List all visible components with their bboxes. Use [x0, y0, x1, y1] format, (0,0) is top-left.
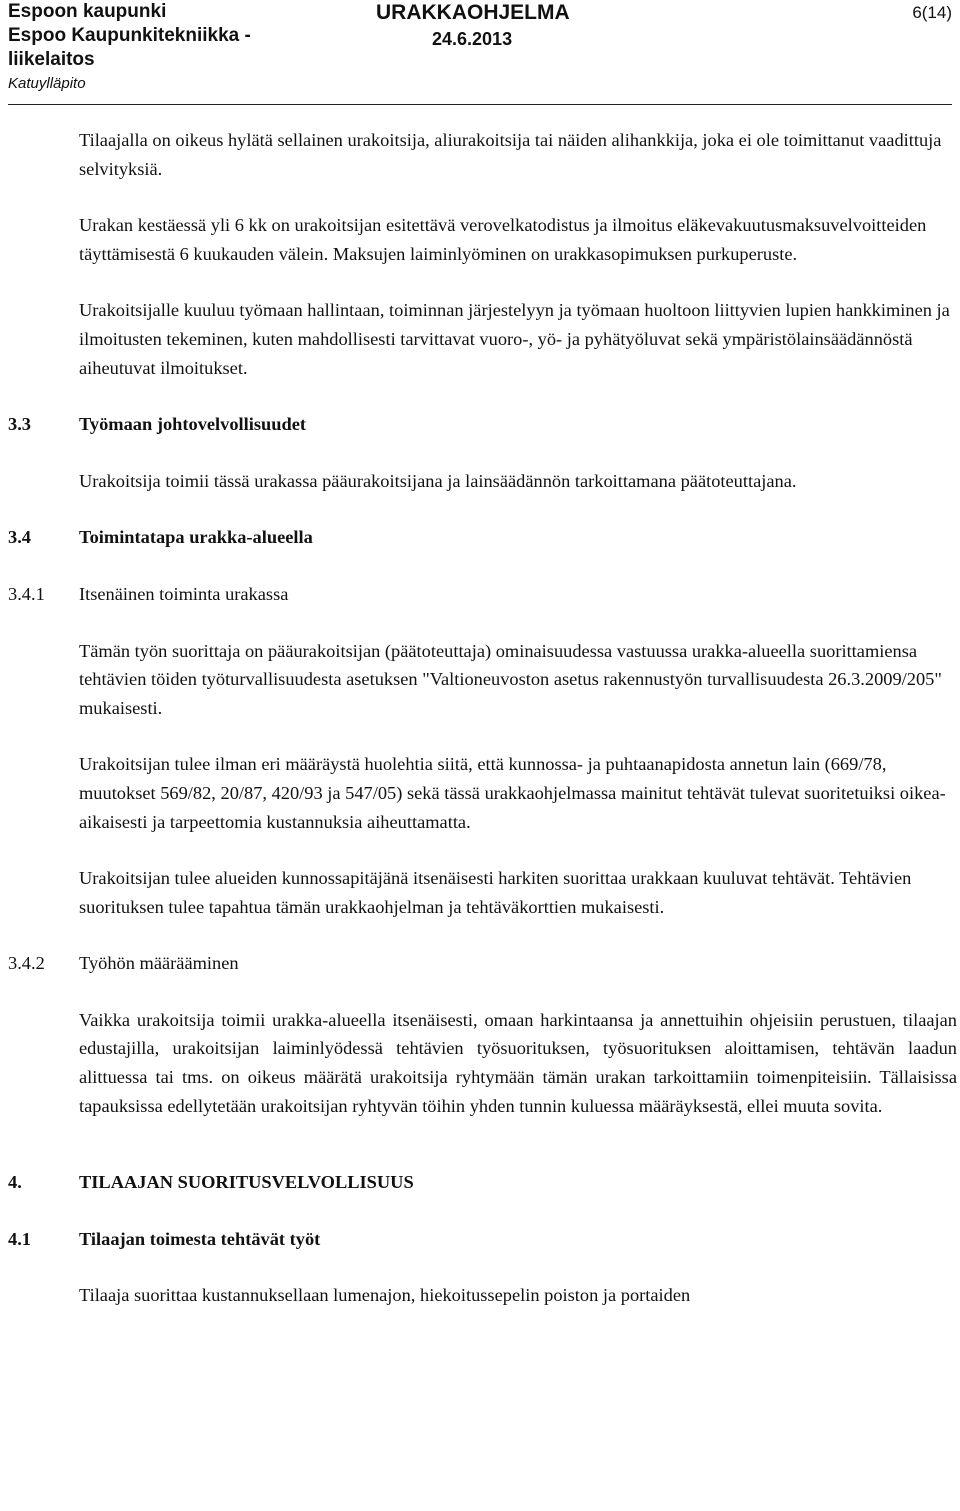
department-name: Espoo Kaupunkitekniikka - — [8, 25, 251, 46]
paragraph-work-orders: Vaikka urakoitsija toimii urakka-alueella itsenäisesti, omaan harkintaansa ja annettuihin ohjeisiin perustuen, tilaajan edustajilla, urakoitsijan laiminlyödessä tehtävien työsuorituksen, työsuorituksen aloittamisen, tehtävän laadun alittuessa tai tms. on oikeus määrätä urakoitsija ryhtymään tämän urakan tarkoittamiin toimenpiteisiin. Tällaisissa tapauksissa edellytetään urakoitsijan ryhtyvän töihin yhden tunnin kuluessa määräyksestä, ellei muuta sovita. — [79, 1009, 957, 1116]
department-name-cont: liikelaitos — [8, 49, 95, 70]
paragraph-tax-certificate: Urakan kestäessä yli 6 kk on urakoitsijan esitettävä verovelkatodistus ja ilmoitus eläkevakuutusmaksuvelvoitteiden täyttämisestä 6 kuukauden välein. Maksujen laiminlyöminen on urakkasopimuksen purkuperuste. — [79, 215, 927, 264]
section-title: Työmaan johtovelvollisuudet — [79, 414, 307, 435]
subsection-heading-3-4-1 — [0, 580, 960, 609]
paragraph-maintenance-duties: Urakoitsijan tulee ilman eri määräystä huolehtia siitä, että kunnossa- ja puhtaanapidosta annetun lain (669/78, muutokset 569/82, 20/87, 420/93 ja 547/05) sekä tässä urakkaohjelmassa mainitut tehtävät tulevat suoritetuiksi oikea-aikaisesti ja tarpeettomia kustannuksia aiheuttamatta. — [79, 754, 946, 832]
subsection-number: 3.4.1 — [8, 583, 45, 604]
subsection-title: Työhön määrääminen — [79, 953, 239, 974]
subsection-number: 3.4.2 — [8, 953, 45, 974]
document-date: 24.6.2013 — [432, 29, 513, 49]
page-header — [8, 0, 952, 100]
subsection-heading-3-4-2 — [0, 949, 960, 978]
section-title: TILAAJAN SUORITUSVELVOLLISUUS — [79, 1172, 414, 1193]
section-heading-3-3 — [0, 410, 960, 439]
section-title: Tilaajan toimesta tehtävät työt — [79, 1228, 321, 1249]
paragraph-independent-tasks: Urakoitsijan tulee alueiden kunnossapitäjänä itsenäisesti harkiten suorittaa urakkaan kuuluvat tehtävät. Tehtävien suorituksen tulee tapahtua tämän urakkaohjelman ja tehtäväkorttien mukaisesti. — [79, 868, 912, 917]
organization-name: Espoon kaupunki — [8, 1, 167, 22]
subsection-title: Itsenäinen toiminta urakassa — [79, 583, 289, 604]
document-title-block — [376, 0, 616, 52]
section-number: 3.3 — [8, 414, 31, 435]
paragraph-main-contractor: Urakoitsija toimii tässä urakassa pääurakoitsijana ja lainsäädännön tarkoittamana päätoteuttajana. — [79, 470, 797, 491]
organization-block — [8, 0, 308, 96]
section-number: 4.1 — [8, 1228, 31, 1249]
section-number: 3.4 — [8, 527, 31, 548]
document-body — [0, 126, 960, 1338]
section-heading-4 — [0, 1168, 960, 1197]
unit-name: Katuylläpito — [8, 75, 86, 92]
paragraph-safety-responsibility: Tämän työn suorittaja on pääurakoitsijan (päätoteuttaja) ominaisuudessa vastuussa urakka-alueella suorittamiensa tehtävien töiden työturvallisuudesta asetuksen "Valtioneuvoston asetus rakennustyön turvallisuudesta 26.3.2009/205" mukaisesti. — [79, 640, 942, 718]
section-number: 4. — [8, 1172, 22, 1193]
section-heading-4-1 — [0, 1225, 960, 1254]
paragraph-client-works: Tilaaja suorittaa kustannuksellaan lumenajon, hiekoitussepelin poiston ja portaiden — [79, 1285, 691, 1306]
section-title: Toimintatapa urakka-alueella — [79, 527, 313, 548]
paragraph-rejection-right: Tilaajalla on oikeus hylätä sellainen urakoitsija, aliurakoitsija tai näiden alihankkija, joka ei ole toimittanut vaadittuja selvityksiä. — [79, 130, 942, 179]
page-number: 6(14) — [912, 3, 952, 22]
section-heading-3-4 — [0, 523, 960, 552]
paragraph-permits: Urakoitsijalle kuuluu työmaan hallintaan, toiminnan järjestelyyn ja työmaan huoltoon liittyvien lupien hankkiminen ja ilmoitusten tekeminen, kuten mahdollisesti tarvittavat vuoro-, yö- ja pyhätyöluvat sekä ympäristölainsäädännöstä aiheutuvat ilmoitukset. — [79, 300, 950, 378]
document-title: URAKKAOHJELMA — [376, 1, 570, 24]
header-divider — [8, 104, 952, 105]
